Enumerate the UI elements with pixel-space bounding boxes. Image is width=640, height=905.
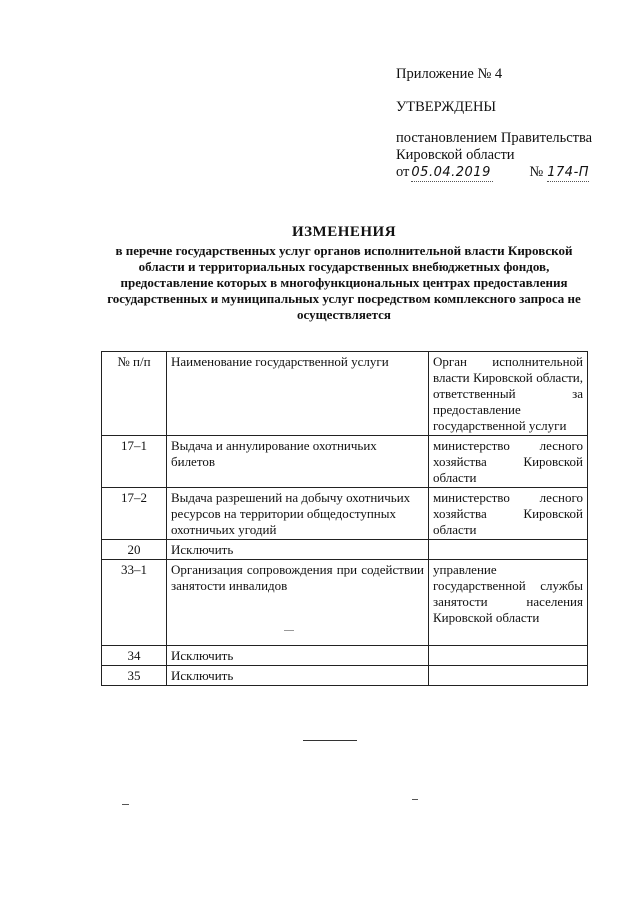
row-service: Исключить xyxy=(167,646,429,666)
row-number: 35 xyxy=(102,666,167,686)
row-number: 34 xyxy=(102,646,167,666)
header-service: Наименование государственной услуги xyxy=(167,352,429,436)
table-row xyxy=(102,436,588,488)
table-row xyxy=(102,488,588,540)
table-row xyxy=(102,666,588,686)
row-service: Выдача и аннулирование охотничьих билетов xyxy=(167,436,429,488)
row-number: 20 xyxy=(102,540,167,560)
end-line xyxy=(303,740,357,741)
scan-mark xyxy=(284,630,294,631)
row-authority xyxy=(429,646,588,666)
approved-by-line-2: Кировской области xyxy=(396,147,515,163)
row-service: Выдача разрешений на добычу охотничьих ресурсов на территории общедоступных охотничьих угодий xyxy=(167,488,429,540)
appendix-label: Приложение № 4 xyxy=(396,66,503,82)
scan-mark xyxy=(122,804,129,805)
row-number: 17–2 xyxy=(102,488,167,540)
table-row xyxy=(102,540,588,560)
row-authority xyxy=(429,540,588,560)
header-number: № п/п xyxy=(102,352,167,436)
row-authority: управление государственной службы занятости населения Кировской области xyxy=(429,560,588,646)
table-header-row xyxy=(102,352,588,436)
header-authority: Орган исполнительной власти Кировской области, ответственный за предоставление государственной услуги xyxy=(429,352,588,436)
table-row xyxy=(102,560,588,646)
document-subtitle: в перечне государственных услуг органов исполнительной власти Кировской области и территориальных государственных внебюджетных фондов, предоставление которых в многофункциональных центрах предоставления государственных и муниципальных услуг посредством комплексного запроса не осуществляется xyxy=(107,243,581,322)
scan-mark xyxy=(412,799,418,800)
row-number: 17–1 xyxy=(102,436,167,488)
approval-block xyxy=(396,66,592,182)
document-title: ИЗМЕНЕНИЯ xyxy=(291,224,397,240)
row-number: 33–1 xyxy=(102,560,167,646)
number-prefix: № xyxy=(529,164,544,180)
handwritten-date: 05.04.2019 xyxy=(411,164,493,182)
date-prefix: от xyxy=(396,164,410,180)
approved-label: УТВЕРЖДЕНЫ xyxy=(396,99,497,115)
services-table xyxy=(101,351,588,686)
row-authority: министерство лесного хозяйства Кировской области xyxy=(429,488,588,540)
row-authority: министерство лесного хозяйства Кировской области xyxy=(429,436,588,488)
row-service: Исключить xyxy=(167,666,429,686)
table-row xyxy=(102,646,588,666)
approved-by-line-1: постановлением Правительства xyxy=(396,130,593,146)
row-service: Организация сопровождения при содействии занятости инвалидов xyxy=(167,560,429,646)
row-authority xyxy=(429,666,588,686)
row-service: Исключить xyxy=(167,540,429,560)
handwritten-number: 174-П xyxy=(547,165,590,180)
date-number-row xyxy=(396,164,592,182)
